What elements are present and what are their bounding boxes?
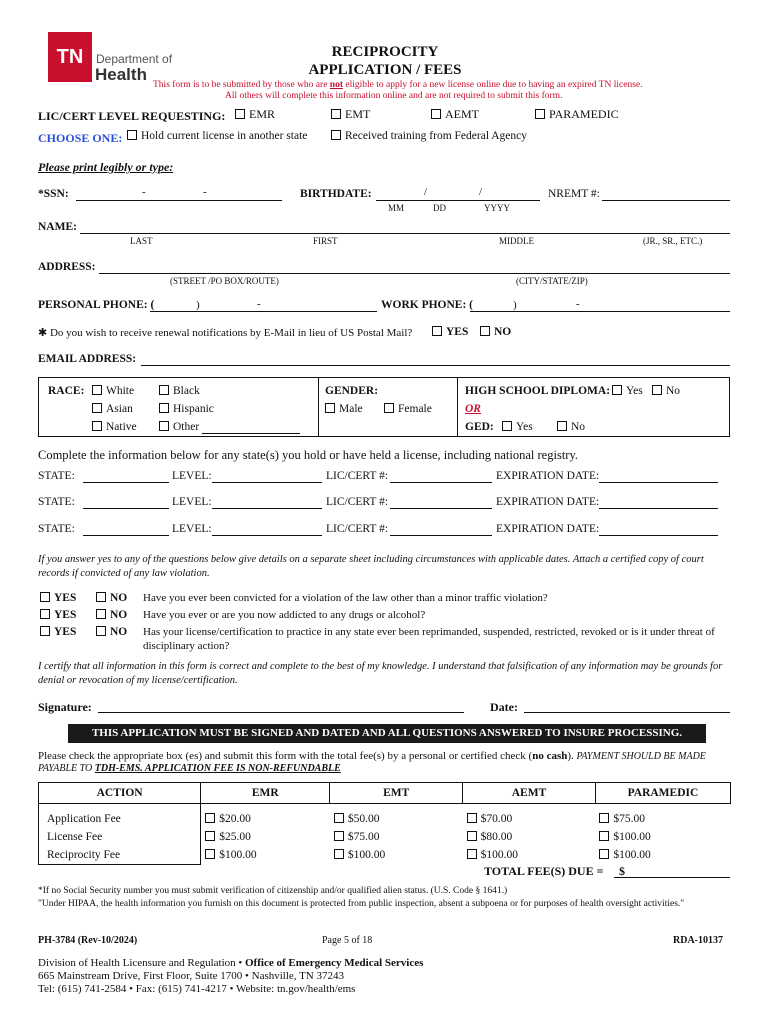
logo-department: Department of <box>96 52 173 66</box>
fee-amount: $100.00 <box>613 849 651 862</box>
email-question: Do you wish to receive renewal notifications by E-Mail in lieu of US Postal Mail? <box>49 327 413 339</box>
exp-field[interactable] <box>599 535 718 536</box>
table-row <box>39 804 731 829</box>
level-aemt[interactable] <box>431 107 479 122</box>
table-row <box>39 828 731 846</box>
email-yes-label: YES <box>446 326 469 338</box>
q1-yes-label: YES <box>54 592 77 604</box>
personal-phone-dash: - <box>257 298 261 310</box>
notice1-pre: This form is to be submitted by those who are <box>153 80 330 90</box>
state-field[interactable] <box>83 508 169 509</box>
asian-checkbox[interactable] <box>92 403 102 413</box>
female-checkbox[interactable] <box>384 403 394 413</box>
level-label: LEVEL: <box>172 496 212 508</box>
fee-amount: $100.00 <box>347 849 386 862</box>
header-emr: EMR <box>201 783 330 804</box>
ged-label: GED: <box>465 421 494 433</box>
race-native-label: Native <box>106 421 137 433</box>
lic-field[interactable] <box>390 508 492 509</box>
birthdate-dd: DD <box>433 203 446 213</box>
ssn-dash-1: - <box>142 186 146 198</box>
office-text: Office of Emergency Medical Services <box>245 957 424 969</box>
row-action: Application Fee <box>39 804 201 829</box>
fee-amount: $70.00 <box>480 813 513 825</box>
question-2: Have you ever or are you now addicted to any drugs or alcohol? <box>143 609 426 621</box>
fee-checkbox[interactable] <box>334 831 344 841</box>
header-action: ACTION <box>39 783 201 804</box>
lic-label: LIC/CERT #: <box>326 523 389 535</box>
payment-line1 <box>38 750 706 762</box>
email-no-label: NO <box>494 326 512 338</box>
certify-text: I certify that all information in this form is correct and complete to the best of my knowledge. I understand that falsification of any information may be grounds for denial or revocation of my license/certification. <box>38 661 723 686</box>
exp-label: EXPIRATION DATE: <box>496 496 600 508</box>
email-field[interactable] <box>141 365 730 366</box>
q2-yes[interactable] <box>40 609 76 621</box>
emt-checkbox[interactable] <box>331 109 341 119</box>
row-action: License Fee <box>39 828 201 846</box>
fee-cell[interactable] <box>463 804 596 829</box>
email-pref-no[interactable] <box>480 326 511 338</box>
fee-cell[interactable] <box>201 828 330 846</box>
q2-no-label: NO <box>110 609 128 621</box>
personal-phone-paren: ) <box>196 299 200 311</box>
q3-yes[interactable] <box>40 626 76 638</box>
title-line2: APPLICATION / FEES <box>308 62 462 78</box>
nremt-label: NREMT #: <box>548 188 600 200</box>
q1-yes-checkbox[interactable] <box>40 592 50 602</box>
q3-yes-checkbox[interactable] <box>40 626 50 636</box>
other-checkbox[interactable] <box>159 421 169 431</box>
work-phone-dash: - <box>576 298 580 310</box>
payment-italic2-bold: TDH-EMS. APPLICATION FEE IS NON-REFUNDABLE <box>94 763 341 774</box>
fee-amount: $100.00 <box>219 849 257 862</box>
rda-number: RDA-10137 <box>673 935 723 946</box>
ssn-dash-2: - <box>203 186 207 198</box>
lic-label: LIC/CERT #: <box>326 470 389 482</box>
lic-field[interactable] <box>390 482 492 483</box>
division-text: Division of Health Licensure and Regulation • <box>38 957 245 969</box>
name-last: LAST <box>130 236 153 246</box>
fee-checkbox[interactable] <box>599 849 609 859</box>
fee-checkbox[interactable] <box>467 813 477 823</box>
fee-checkbox[interactable] <box>334 813 344 823</box>
race-divider <box>318 377 319 437</box>
level-emt[interactable] <box>331 107 370 122</box>
fee-checkbox[interactable] <box>467 849 477 859</box>
birthdate-mm: MM <box>388 203 405 213</box>
name-suffix: (JR., SR., ETC.) <box>643 236 703 246</box>
birthdate-label: BIRTHDATE: <box>300 188 372 200</box>
footer-address: 665 Mainstream Drive, First Floor, Suite 1700 • Nashville, TN 37243 <box>38 970 344 982</box>
fee-checkbox[interactable] <box>205 849 215 859</box>
native-checkbox[interactable] <box>92 421 102 431</box>
birthdate-slash-2: / <box>479 186 483 198</box>
row-action: Reciprocity Fee <box>39 846 201 865</box>
footnote-ssn: *If no Social Security number you must submit verification of citizenship and/or qualified alien status. (U.S. Code § 1641.) <box>38 886 508 896</box>
birthdate-field[interactable] <box>376 200 540 201</box>
choose-one-label: CHOOSE ONE: <box>38 131 123 145</box>
header-aemt: AEMT <box>463 783 596 804</box>
birthdate-yyyy: YYYY <box>484 203 510 213</box>
footer-contact: Tel: (615) 741-2584 • Fax: (615) 741-4217 • Website: tn.gov/health/ems <box>38 983 356 995</box>
fees-table <box>38 782 731 865</box>
print-note: Please print legibly or type: <box>38 160 174 174</box>
fee-cell[interactable] <box>463 828 596 846</box>
aemt-checkbox[interactable] <box>431 109 441 119</box>
gender-female-label: Female <box>398 403 432 415</box>
logo-mark: TN <box>56 46 84 68</box>
fee-amount: $75.00 <box>347 831 380 843</box>
exp-field[interactable] <box>599 482 718 483</box>
race-native[interactable] <box>92 421 137 433</box>
name-first: FIRST <box>313 236 338 246</box>
hsd-no[interactable] <box>652 385 680 397</box>
work-phone-paren: ) <box>513 299 517 311</box>
q1-no-checkbox[interactable] <box>96 592 106 602</box>
personal-phone-label: PERSONAL PHONE: ( <box>38 299 155 311</box>
header-paramedic: PARAMEDIC <box>595 783 730 804</box>
fee-amount: $100.00 <box>613 831 651 843</box>
address-street: (STREET /PO BOX/ROUTE) <box>170 276 279 286</box>
date-field[interactable] <box>524 712 730 713</box>
level-emt-label: EMT <box>345 107 371 121</box>
processing-banner: THIS APPLICATION MUST BE SIGNED AND DATED AND ALL QUESTIONS ANSWERED TO INSURE PROCESSING. <box>68 724 706 743</box>
fee-cell[interactable] <box>330 804 463 829</box>
race-hispanic-label: Hispanic <box>173 403 214 415</box>
emr-checkbox[interactable] <box>235 109 245 119</box>
male-checkbox[interactable] <box>325 403 335 413</box>
footnote-hipaa: "Under HIPAA, the health information you furnish on this document is protected from public inspection, absent a subpoena or for purposes of health oversight activities." <box>38 899 685 909</box>
race-other-field[interactable] <box>202 433 300 434</box>
ged-no-checkbox[interactable] <box>557 421 567 431</box>
email-pref-yes[interactable] <box>432 326 468 338</box>
hispanic-checkbox[interactable] <box>159 403 169 413</box>
email-pref-row <box>38 326 412 339</box>
question-1: Have you ever been convicted for a violation of the law other than a minor traffic violation? <box>143 592 548 604</box>
table-row <box>39 846 731 865</box>
federal-checkbox[interactable] <box>331 130 341 140</box>
race-asian[interactable] <box>92 403 133 415</box>
level-paramedic[interactable] <box>535 107 619 122</box>
q1-yes[interactable] <box>40 592 76 604</box>
name-middle: MIDDLE <box>499 236 534 246</box>
fee-amount: $75.00 <box>613 813 646 825</box>
gender-male[interactable] <box>325 403 363 415</box>
exp-label: EXPIRATION DATE: <box>496 470 600 482</box>
question-3b: disciplinary action? <box>143 640 230 652</box>
hsd-yes[interactable] <box>612 385 643 397</box>
fee-cell[interactable] <box>595 846 730 865</box>
payment-nocash: no cash <box>532 750 568 762</box>
q2-no-checkbox[interactable] <box>96 609 106 619</box>
fee-amount: $80.00 <box>480 831 513 843</box>
payment-line2 <box>38 763 341 774</box>
choose-hold-license[interactable] <box>127 130 307 142</box>
payment-post: ). <box>567 750 577 762</box>
hsd-no-checkbox[interactable] <box>652 385 662 395</box>
race-hispanic[interactable] <box>159 403 214 415</box>
fee-checkbox[interactable] <box>334 849 344 859</box>
fee-cell[interactable] <box>463 846 596 865</box>
level-emr[interactable] <box>235 107 275 122</box>
q2-yes-label: YES <box>54 609 77 621</box>
fee-amount: $25.00 <box>219 831 251 843</box>
email-yes-checkbox[interactable] <box>432 326 442 336</box>
q2-no[interactable] <box>96 609 127 621</box>
gender-female[interactable] <box>384 403 432 415</box>
fee-cell[interactable] <box>595 804 730 829</box>
address-field[interactable] <box>99 273 730 274</box>
race-other[interactable] <box>159 421 199 433</box>
payment-pre: Please check the appropriate box (es) and submit this form with the total fee(s) by a personal or certified check ( <box>38 750 533 762</box>
signature-label: Signature: <box>38 700 92 714</box>
date-label: Date: <box>490 700 518 714</box>
notice1-not: not <box>329 80 343 90</box>
fee-checkbox[interactable] <box>205 813 215 823</box>
question-3a: Has your license/certification to practice in any state ever been reprimanded, suspended, restricted, revoked or is it under threat of <box>143 626 715 638</box>
black-checkbox[interactable] <box>159 385 169 395</box>
title-line1: RECIPROCITY <box>331 44 439 60</box>
fee-amount: $50.00 <box>347 813 380 825</box>
state-label: STATE: <box>38 470 75 482</box>
name-field[interactable] <box>80 233 730 234</box>
state-label: STATE: <box>38 523 75 535</box>
name-label: NAME: <box>38 221 77 233</box>
fee-cell[interactable] <box>595 828 730 846</box>
email-no-checkbox[interactable] <box>480 326 490 336</box>
race-black-label: Black <box>173 385 200 397</box>
hsd-yes-label: Yes <box>626 385 643 397</box>
ged-yes-label: Yes <box>516 421 533 433</box>
fee-cell[interactable] <box>201 804 330 829</box>
level-emr-label: EMR <box>249 107 276 121</box>
lic-label: LIC/CERT #: <box>326 496 389 508</box>
ged-yes-checkbox[interactable] <box>502 421 512 431</box>
state-field[interactable] <box>83 535 169 536</box>
work-phone-field[interactable] <box>470 311 730 312</box>
work-phone-label: WORK PHONE: ( <box>381 299 473 311</box>
exp-label: EXPIRATION DATE: <box>496 523 600 535</box>
footer-division <box>38 957 423 969</box>
total-field[interactable] <box>614 877 730 878</box>
q3-yes-label: YES <box>54 626 77 638</box>
level-aemt-label: AEMT <box>445 107 479 121</box>
asterisk-icon: ✱ <box>38 327 50 339</box>
fee-cell[interactable] <box>201 846 330 865</box>
choose-federal[interactable] <box>331 130 527 142</box>
hsd-no-label: No <box>666 385 681 397</box>
email-label: EMAIL ADDRESS: <box>38 353 137 365</box>
payment-italic2-pre: PAYABLE TO <box>38 763 95 774</box>
form-number: PH-3784 (Rev-10/2024) <box>38 935 138 946</box>
q1-no[interactable] <box>96 592 127 604</box>
lic-field[interactable] <box>390 535 492 536</box>
level-label: LEVEL: <box>172 470 212 482</box>
exp-field[interactable] <box>599 508 718 509</box>
state-label: STATE: <box>38 496 75 508</box>
hold-license-label: Hold current license in another state <box>141 130 308 142</box>
address-city: (CITY/STATE/ZIP) <box>516 276 588 286</box>
fees-header-row <box>39 783 731 804</box>
fee-checkbox[interactable] <box>467 831 477 841</box>
ssn-label: *SSN: <box>38 188 69 200</box>
fee-amount: $20.00 <box>219 813 251 825</box>
state-field[interactable] <box>83 482 169 483</box>
level-paramedic-label: PARAMEDIC <box>549 107 619 121</box>
level-label: LIC/CERT LEVEL REQUESTING: <box>38 109 226 123</box>
notice-line1 <box>153 80 643 90</box>
payment-italic1: PAYMENT SHOULD BE MADE <box>576 751 706 762</box>
ged-no-label: No <box>571 421 586 433</box>
gender-label: GENDER: <box>325 385 379 397</box>
gender-divider <box>457 377 458 437</box>
race-black[interactable] <box>159 385 200 397</box>
q2-yes-checkbox[interactable] <box>40 609 50 619</box>
q3-no-checkbox[interactable] <box>96 626 106 636</box>
race-white[interactable] <box>92 385 134 397</box>
q3-no[interactable] <box>96 626 127 638</box>
hold-license-checkbox[interactable] <box>127 130 137 140</box>
notice1-post: eligible to apply for a new license online due to having an expired TN license. <box>342 80 643 90</box>
header-emt: EMT <box>330 783 463 804</box>
fee-amount: $100.00 <box>480 849 518 862</box>
page-number: Page 5 of 18 <box>322 935 373 946</box>
logo-health: Health <box>95 65 147 84</box>
q3-no-label: NO <box>110 626 128 638</box>
fee-checkbox[interactable] <box>205 831 215 841</box>
signature-field[interactable] <box>98 712 464 713</box>
ssn-field[interactable] <box>76 200 282 201</box>
fee-cell[interactable] <box>330 828 463 846</box>
level-label: LEVEL: <box>172 523 212 535</box>
address-label: ADDRESS: <box>38 261 96 273</box>
total-value: $ <box>619 864 625 878</box>
ged-yes[interactable] <box>502 421 533 433</box>
federal-label: Received training from Federal Agency <box>345 130 528 142</box>
questions-intro: If you answer yes to any of the questions below give details on a separate sheet including circumstances with applicable dates. Attach a certified copy of court records if convicted of any law violation. <box>38 554 704 579</box>
gender-male-label: Male <box>339 403 363 415</box>
level-field[interactable] <box>212 535 322 536</box>
fee-checkbox[interactable] <box>599 831 609 841</box>
level-field[interactable] <box>212 508 322 509</box>
hsd-label: HIGH SCHOOL DIPLOMA: <box>465 385 611 397</box>
notice-line2: All others will complete this information online and are not required to submit this form. <box>225 91 563 101</box>
birthdate-slash-1: / <box>424 186 428 198</box>
states-intro: Complete the information below for any state(s) you hold or have held a license, including national registry. <box>38 448 579 462</box>
fee-cell[interactable] <box>330 846 463 865</box>
fee-checkbox[interactable] <box>599 813 609 823</box>
race-white-label: White <box>106 385 135 397</box>
level-field[interactable] <box>212 482 322 483</box>
q1-no-label: NO <box>110 592 128 604</box>
white-checkbox[interactable] <box>92 385 102 395</box>
personal-phone-field[interactable] <box>150 311 377 312</box>
paramedic-checkbox[interactable] <box>535 109 545 119</box>
or-label: OR <box>465 403 481 415</box>
race-label: RACE: <box>48 385 85 397</box>
nremt-field[interactable] <box>602 200 730 201</box>
ged-no[interactable] <box>557 421 585 433</box>
race-asian-label: Asian <box>106 403 133 415</box>
total-label: TOTAL FEE(S) DUE = <box>484 864 604 878</box>
hsd-yes-checkbox[interactable] <box>612 385 622 395</box>
race-other-label: Other <box>173 421 200 433</box>
